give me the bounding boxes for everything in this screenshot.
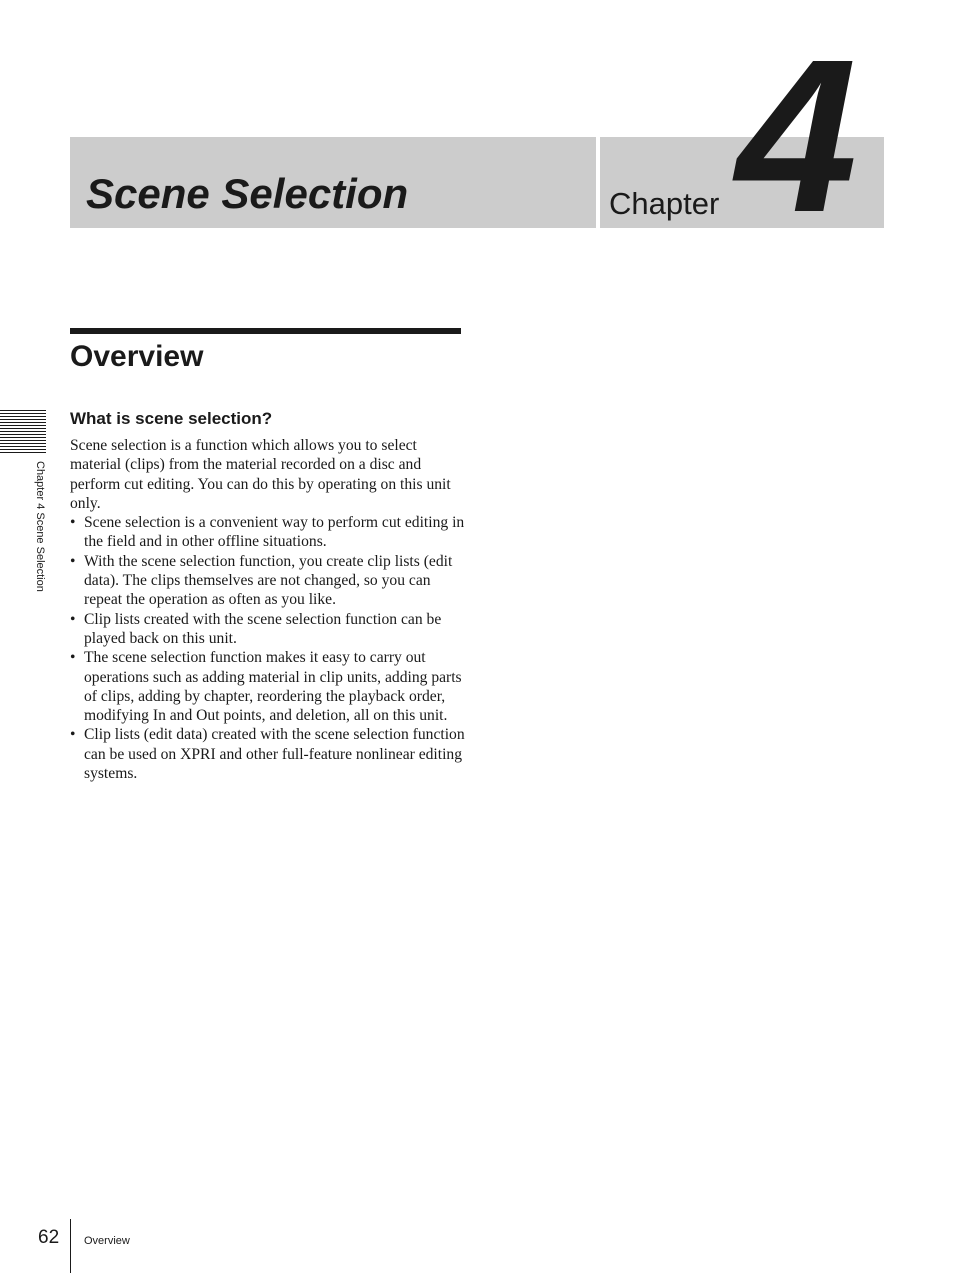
section-heading: Overview	[70, 340, 204, 373]
footer-section-label: Overview	[84, 1235, 130, 1247]
chapter-number: 4	[736, 15, 858, 258]
side-tab-marker	[0, 410, 46, 453]
list-item: • With the scene selection function, you create clip lists (edit data). The clips themselves are not changed, so you can repeat the operation as often as you like.	[70, 552, 465, 610]
chapter-title: Scene Selection	[86, 170, 409, 217]
body-text	[70, 436, 465, 783]
chapter-label: Chapter	[609, 186, 720, 221]
sub-heading: What is scene selection?	[70, 409, 273, 428]
section-rule	[70, 328, 461, 334]
list-item: • Scene selection is a convenient way to perform cut editing in the field and in other offline situations.	[70, 513, 465, 552]
page-number: 62	[38, 1227, 60, 1248]
list-item: • Clip lists (edit data) created with the scene selection function can be used on XPRI and other full-feature nonlinear editing systems.	[70, 725, 465, 783]
intro-paragraph: Scene selection is a function which allows you to select material (clips) from the material recorded on a disc and perform cut editing. You can do this by operating on this unit only.	[70, 437, 451, 512]
list-item: • The scene selection function makes it easy to carry out operations such as adding material in clip units, adding parts of clips, adding by chapter, reordering the playback order, modifying In and Out points, and deletion, all on this unit.	[70, 648, 465, 725]
side-tab-label: Chapter 4 Scene Selection	[34, 461, 46, 592]
footer-divider	[70, 1219, 71, 1273]
list-item: • Clip lists created with the scene selection function can be played back on this unit.	[70, 610, 465, 649]
bullet-list	[70, 513, 465, 783]
